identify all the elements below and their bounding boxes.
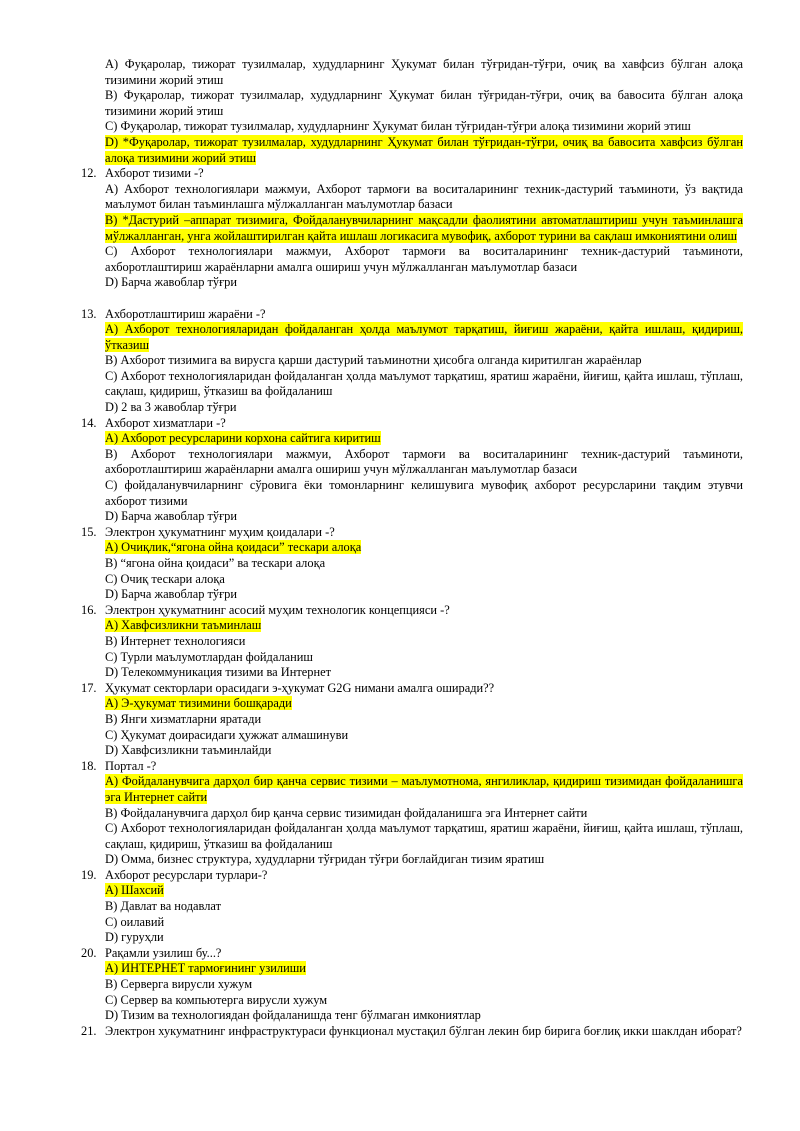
- question-text: Ҳукумат секторлари орасидаги э-ҳукумат G2G нимани амалга оширади??: [105, 680, 495, 695]
- option-b: B) Ахборот технологиялари мажмуи, Ахборот тармоғи ва воситаларининг техник-дастурий таъминоти, ахборотлаштириш жараёнларни амалга ошириш учун мўлжалланган маълумотлар базаси: [105, 446, 743, 477]
- option-b: B) Фуқаролар, тижорат тузилмалар, худудларнинг Ҳукумат билан тўғридан-тўғри, очиқ ва бавосита бўлган алоқа тизимини жорий этиш: [105, 88, 743, 118]
- option-a-highlighted-answer: A) Хавфсизликни таъминлаш: [105, 618, 262, 633]
- question-number: 18.: [81, 758, 97, 773]
- question-number: 14.: [81, 415, 97, 430]
- question-12: [81, 166, 743, 182]
- question-number: 15.: [81, 524, 97, 539]
- option-a-highlighted-answer: A) Ахборот технологияларидан фойдаланган ҳолда маълумот тарқатиш, йиғиш жараёни, қайта ишлаш, қидириш, ўтказиш: [105, 322, 743, 352]
- option-c: C) Турли маълумотлардан фойдаланиш: [105, 649, 313, 664]
- question-text: Ахборот хизматлари -?: [105, 415, 226, 430]
- option-d: D) Телекоммуникация тизими ва Интернет: [105, 665, 331, 680]
- option-b-highlighted-answer: B) *Дастурий –аппарат тизимига, Фойдаланувчиларнинг мақсадли фаолиятини автоматлаштириш учун таъминлашга мўлжалланган, унга жойлаштирилган қайта ишлаш логикасига мувофиқ, ахборот турини ва сақлаш имкониятини олиш: [105, 212, 743, 243]
- option-c: C) Сервер ва компьютерга вирусли хужум: [105, 992, 328, 1007]
- option-b: B) Серверга вирусли хужум: [105, 977, 253, 992]
- question-20: [81, 945, 743, 962]
- question-text: Рақамли узилиш бу...?: [105, 945, 222, 960]
- option-b: B) “ягона ойна қоидаси” ва тескари алоқа: [105, 556, 326, 570]
- question-text: Портал -?: [105, 758, 157, 773]
- option-d: D) 2 ва 3 жавоблар тўғри: [105, 400, 237, 415]
- question-text: Электрон ҳукуматнинг асосий муҳим технологик концепцияси -?: [105, 602, 450, 617]
- question-15: [81, 524, 743, 541]
- question-text: Ахборот тизими -?: [105, 166, 204, 181]
- option-a-highlighted-answer: A) Очиқлик,“ягона ойна қоидаси” тескари алоқа: [105, 540, 362, 555]
- blank-line: [105, 291, 743, 307]
- option-a-highlighted-answer: A) Шахсий: [105, 883, 164, 898]
- option-c: C) Фуқаролар, тижорат тузилмалар, худудларнинг Ҳукумат билан тўғридан-тўғри алоқа тизимини жорий этиш: [105, 119, 691, 134]
- option-c: C) оилавий: [105, 914, 165, 929]
- question-13: [81, 306, 743, 323]
- question-number: 19.: [81, 867, 97, 882]
- option-b: B) Янги хизматларни яратади: [105, 711, 262, 726]
- option-a-highlighted-answer: A) Ахборот ресурсларини корхона сайтига киритиш: [105, 431, 381, 446]
- question-text: Ахборотлаштириш жараёни -?: [105, 306, 266, 321]
- option-c: C) Ҳукумат доирасидаги ҳужжат алмашинуви: [105, 727, 349, 742]
- option-a: A) Фуқаролар, тижорат тузилмалар, худудларнинг Ҳукумат билан тўғридан-тўғри, очиқ ва хавфсиз бўлган алоқа тизимини жорий этиш: [105, 57, 743, 87]
- option-d-highlighted-answer: D) *Фуқаролар, тижорат тузилмалар, худудларнинг Ҳукумат билан тўғридан-тўғри, очиқ ва бавосита хавфсиз бўлган алоқа тизимини жорий этиш: [105, 134, 743, 165]
- option-d: D) Омма, бизнес структура, худудларни тўғридан тўғри боғлайдиган тизим яратиш: [105, 852, 545, 867]
- option-a-highlighted-answer: A) Фойдаланувчига дарҳол бир қанча сервис тизими – маълумотнома, янгиликлар, қидириш тизимидан фойдаланишга эга Интернет сайти: [105, 774, 743, 804]
- question-number: 17.: [81, 680, 97, 695]
- question-16: [81, 602, 743, 619]
- question-18: [81, 758, 743, 775]
- option-a-highlighted-answer: A) Э-ҳукумат тизимини бошқаради: [105, 696, 292, 711]
- option-c: C) фойдаланувчиларнинг сўровига ёки томонларнинг келишувига мувофиқ ахборот ресурсларини тақдим этувчи ахборот тизими: [105, 478, 743, 508]
- question-text: Ахборот ресурслари турлари-?: [105, 867, 268, 882]
- question-text: Электрон хукуматнинг инфраструктураси функционал мустақил бўлган лекин бир бирига боғлиқ икки шаклдан иборат?: [105, 1023, 742, 1038]
- question-number: 13.: [81, 306, 97, 321]
- option-a: A) Ахборот технологиялари мажмуи, Ахборот тармоғи ва воситаларининг техник-дастурий таъминоти, ўз вақтида маълумот билан таъминлашга мўлжалланган маълумотлар базаси: [105, 181, 743, 212]
- question-number: 21.: [81, 1023, 97, 1038]
- option-d: D) Хавфсизликни таъминлайди: [105, 743, 272, 758]
- question-21: [81, 1023, 743, 1040]
- question-14: [81, 415, 743, 432]
- option-d: D) Барча жавоблар тўғри: [105, 275, 238, 290]
- question-number: 20.: [81, 945, 97, 960]
- option-c: C) Ахборот технологияларидан фойдаланган ҳолда маълумот тарқатиш, яратиш жараёни, йиғиш, қайта ишлаш, тўплаш, сақлаш, қидириш, ўтказиш ва фойдаланиш: [105, 821, 743, 851]
- option-d: D) Тизим ва технологиядан фойдаланишда тенг бўлмаган имкониятлар: [105, 1008, 481, 1023]
- option-b: B) Интернет технологияси: [105, 633, 246, 648]
- option-c: C) Ахборот технологиялари мажмуи, Ахборот тармоғи ва воситаларининг техник-дастурий таъминоти, ахборотлаштириш жараёнларни амалга ошириш учун мўлжалланган маълумотлар базаси: [105, 244, 743, 274]
- question-number: 16.: [81, 602, 97, 617]
- option-b: B) Давлат ва нодавлат: [105, 899, 222, 914]
- option-d: D) Барча жавоблар тўғри: [105, 587, 238, 602]
- question-number: 12.: [81, 166, 97, 181]
- option-c: C) Ахборот технологияларидан фойдаланган ҳолда маълумот тарқатиш, яратиш жараёни, йиғиш, қайта ишлаш, тўплаш, сақлаш, қидириш, ўтказиш ва фойдаланиш: [105, 368, 743, 399]
- option-d: D) Барча жавоблар тўғри: [105, 509, 238, 524]
- option-b: B) Фойдаланувчига дарҳол бир қанча сервис тизимидан фойдаланишга эга Интернет сайти: [105, 805, 588, 820]
- option-a-highlighted-answer: A) ИНТЕРНЕТ тармоғининг узилиши: [105, 961, 306, 976]
- question-text: Электрон ҳукуматнинг муҳим қоидалари -?: [105, 524, 335, 539]
- option-d: D) гуруҳли: [105, 930, 164, 945]
- question-19: [81, 867, 743, 884]
- option-b: B) Ахборот тизимига ва вирусга қарши дастурий таъминотни ҳисобга олганда киритилган жараёнлар: [105, 353, 642, 368]
- option-c: C) Очиқ тескари алоқа: [105, 571, 225, 586]
- document-page: [81, 57, 743, 1039]
- question-17: [81, 680, 743, 697]
